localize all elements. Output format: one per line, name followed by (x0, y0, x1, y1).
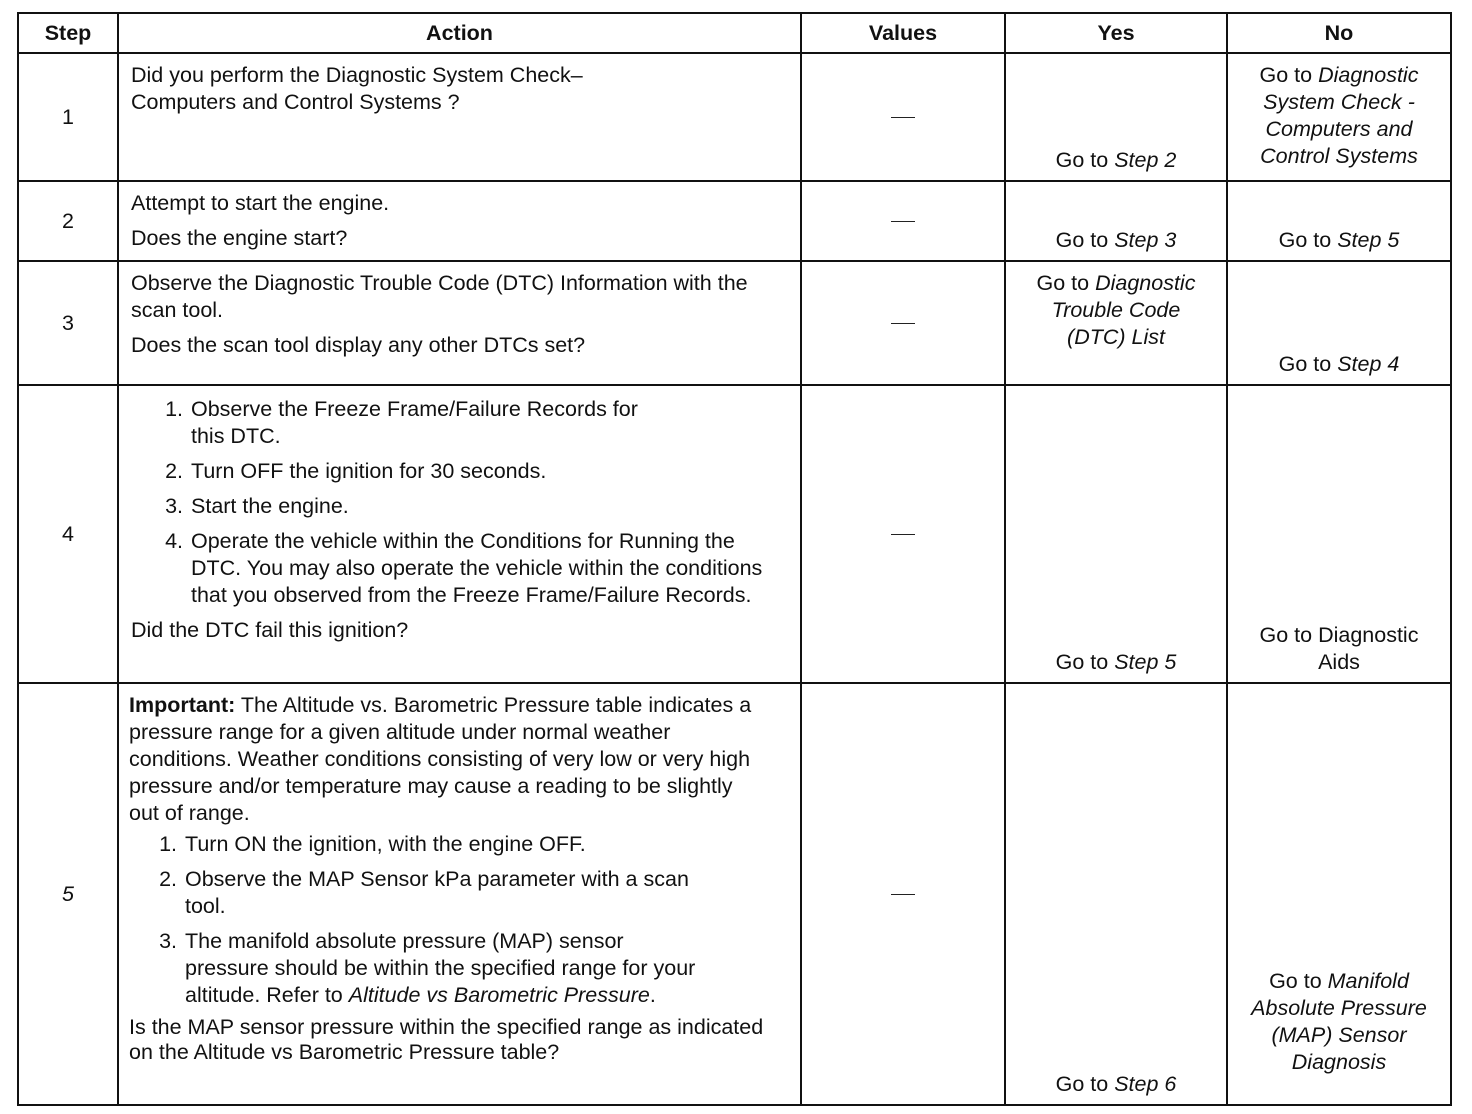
table-row (18, 53, 1451, 181)
no-link[interactable]: Step 4 (1337, 352, 1400, 376)
reference-link[interactable]: Altitude vs Barometric Pressure (348, 983, 650, 1007)
table-row (18, 683, 1451, 1105)
action-text: Attempt to start the engine. (131, 191, 390, 215)
action-text: Did you perform the Diagnostic System Check– (131, 63, 583, 87)
yes-link[interactable]: Step 6 (1114, 1072, 1177, 1096)
values-cell (801, 181, 1005, 261)
yes-cell (1005, 181, 1227, 261)
list-item-text: The manifold absolute pressure (MAP) sensor pressure should be within the specified range for your altitude. Refer to (185, 929, 696, 1007)
step-number: 1 (18, 53, 118, 181)
no-cell (1227, 181, 1451, 261)
important-note (129, 692, 790, 827)
yes-cell (1005, 261, 1227, 385)
table-row (18, 385, 1451, 683)
no-link[interactable]: Go to Diagnostic Aids (1259, 623, 1419, 674)
list-item: 1. Turn ON the ignition, with the engine OFF. (183, 831, 710, 858)
table-row (18, 181, 1451, 261)
list-item: 1. Observe the Freeze Frame/Failure Records for this DTC. (189, 396, 670, 450)
step-number: 2 (18, 181, 118, 261)
dash-mark (891, 323, 915, 324)
header-row (18, 13, 1451, 53)
list-item: 3. Start the engine. (189, 493, 670, 520)
no-prefix: Go to (1278, 228, 1338, 252)
header-yes: Yes (1005, 13, 1227, 53)
no-link[interactable]: Step 5 (1337, 228, 1400, 252)
header-action: Action (118, 13, 801, 53)
action-cell (118, 181, 801, 261)
yes-prefix: Go to (1036, 271, 1096, 295)
yes-link[interactable]: Step 5 (1114, 650, 1177, 674)
action-cell (118, 261, 801, 385)
no-cell (1227, 53, 1451, 181)
action-question: Is the MAP sensor pressure within the specified range as indicated on the Altitude vs Barometric Pressure table? (129, 1015, 764, 1064)
values-cell (801, 683, 1005, 1105)
action-cell (118, 385, 801, 683)
action-steps-list (129, 831, 790, 1009)
yes-cell (1005, 385, 1227, 683)
action-question: Does the engine start? (131, 226, 348, 250)
values-cell (801, 385, 1005, 683)
yes-prefix: Go to (1055, 228, 1115, 252)
no-prefix: Go to (1259, 63, 1319, 87)
yes-prefix: Go to (1055, 1072, 1115, 1096)
step-number: 3 (18, 261, 118, 385)
no-cell (1227, 261, 1451, 385)
values-cell (801, 53, 1005, 181)
list-item: 2. Turn OFF the ignition for 30 seconds. (189, 458, 670, 485)
yes-prefix: Go to (1055, 148, 1115, 172)
yes-cell (1005, 53, 1227, 181)
values-cell (801, 261, 1005, 385)
list-item: 4. Operate the vehicle within the Conditions for Running the DTC. You may also operate the vehicle within the conditions that you observed from the Freeze Frame/Failure Records. (189, 528, 790, 609)
step-number: 5 (18, 683, 118, 1105)
yes-link[interactable]: Diagnostic Trouble Code (DTC) List (1051, 271, 1196, 349)
header-values: Values (801, 13, 1005, 53)
no-cell (1227, 683, 1451, 1105)
step-number: 4 (18, 385, 118, 683)
yes-link[interactable]: Step 2 (1114, 148, 1177, 172)
action-question: Does the scan tool display any other DTCs set? (131, 333, 586, 357)
table-row (18, 261, 1451, 385)
header-no: No (1227, 13, 1451, 53)
no-link[interactable]: Manifold Absolute Pressure (MAP) Sensor Diagnosis (1251, 969, 1427, 1074)
dash-mark (891, 894, 915, 895)
action-text: Computers and Control Systems ? (131, 90, 460, 114)
action-question: Did the DTC fail this ignition? (131, 618, 409, 642)
action-steps-list (131, 396, 790, 609)
dash-mark (891, 534, 915, 535)
dash-mark (891, 221, 915, 222)
no-link[interactable]: Diagnostic System Check - Computers and Control Systems (1260, 63, 1419, 168)
no-prefix: Go to (1269, 969, 1328, 993)
important-text: The Altitude vs. Barometric Pressure table indicates a pressure range for a given altitude under normal weather conditions. Weather conditions consisting of very low or very high pressure and/or temperature may cause a reading to be slightly out of range. (129, 693, 752, 825)
no-prefix: Go to (1278, 352, 1338, 376)
yes-prefix: Go to (1055, 650, 1115, 674)
no-cell (1227, 385, 1451, 683)
list-item (183, 928, 710, 1009)
header-step: Step (18, 13, 118, 53)
yes-link[interactable]: Step 3 (1114, 228, 1177, 252)
action-cell (118, 683, 801, 1105)
yes-cell (1005, 683, 1227, 1105)
action-cell (118, 53, 801, 181)
diagnostic-table (17, 12, 1452, 1106)
dash-mark (891, 117, 915, 118)
list-item-text: . (649, 983, 656, 1007)
list-item: 2. Observe the MAP Sensor kPa parameter with a scan tool. (183, 866, 710, 920)
action-text: Observe the Diagnostic Trouble Code (DTC) Information with the scan tool. (131, 271, 748, 322)
important-label: Important: (129, 693, 236, 717)
